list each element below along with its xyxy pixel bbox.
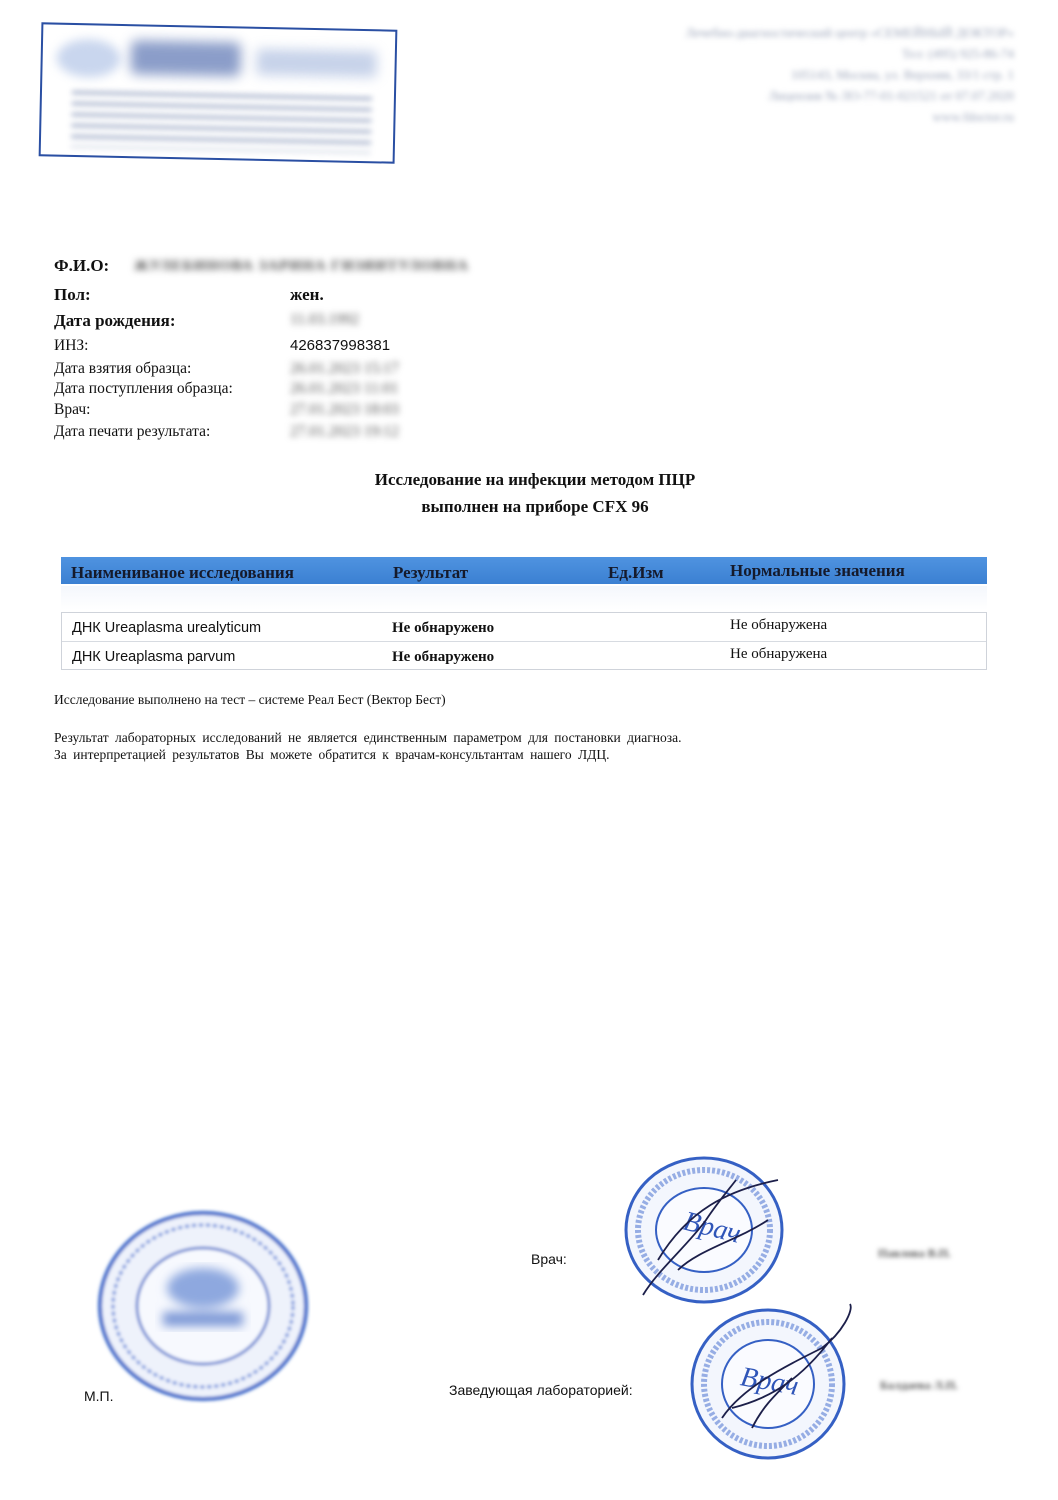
disclaimer-line1: Результат лабораторных исследований не является единственным параметром для постановки диагноза. (54, 730, 682, 745)
header-unit: Ед.Изм (608, 563, 664, 582)
sex-value: жен. (290, 285, 324, 304)
clinic-logo-icon (56, 39, 121, 78)
company-line: Лицензия № ЛО-77-01-021521 от 07.07.2020 (768, 88, 1014, 103)
clinic-logo-address (71, 91, 372, 153)
report-title-line2: выполнен на приборе CFX 96 (421, 497, 649, 516)
doctor-name: Павлова В.П. (878, 1246, 951, 1260)
fio-label: Ф.И.О: (54, 256, 110, 275)
test-norm: Не обнаружена (730, 646, 828, 662)
header-test-name: Наимениваное исследования (71, 563, 294, 582)
lab-head-stamp-icon (682, 1298, 864, 1466)
header-norm: Нормальные значения (730, 561, 905, 580)
company-info (554, 22, 1014, 127)
test-system-note: Исследование выполнено на тест – системе Реал Бест (Вектор Бест) (54, 692, 446, 707)
test-result: Не обнаружено (392, 649, 495, 665)
sample-taken-value: 26.01.2023 15:17 (290, 360, 399, 377)
print-date-value: 27.01.2023 19:12 (290, 423, 399, 440)
organization-seal-icon (95, 1208, 311, 1404)
report-title-line1: Исследование на инфекции методом ПЦР (374, 470, 696, 489)
company-line: www.fdoctor.ru (932, 109, 1014, 124)
lab-head-name: Балдаева Л.П. (880, 1378, 958, 1392)
test-name: ДНК Ureaplasma parvum (72, 649, 236, 665)
results-table-header (61, 557, 987, 584)
clinic-logo-box (39, 22, 398, 163)
fio-value: ЖУЛЕБИНОВА ЗАРИНА ГИЗЯИТУЛОВНА (134, 258, 469, 274)
stamp-text: Врач (738, 1361, 801, 1402)
stamp-text: Врач (680, 1205, 744, 1250)
results-table-body (61, 612, 987, 670)
test-result: Не обнаружено (392, 620, 495, 636)
sample-received-value: 26.01.2023 11:01 (290, 380, 399, 397)
doctor-label: Врач: (54, 401, 91, 418)
doctor-signature-label: Врач: (531, 1251, 567, 1267)
test-norm: Не обнаружена (730, 617, 828, 633)
birth-value: 11.03.1992 (290, 311, 360, 328)
disclaimer-line2: За интерпретацией результатов Вы можете обратится к врачам-консультантам нашего ЛДЦ. (54, 747, 610, 762)
company-line: Тел: (495) 925-86-74 (901, 46, 1014, 61)
company-line: 105143, Москва, ул. Верхняя, 33/1 стр. 1 (790, 67, 1014, 82)
doctor-value: 27.01.2023 18:03 (290, 401, 399, 418)
inz-label: ИНЗ: (54, 337, 89, 354)
doctor-stamp-icon (618, 1150, 798, 1310)
lab-head-signature-label: Заведующая лабораторией: (449, 1382, 633, 1398)
sex-label: Пол: (54, 285, 91, 304)
sample-taken-label: Дата взятия образца: (54, 360, 192, 377)
birth-label: Дата рождения: (54, 311, 176, 330)
report-title (0, 466, 1058, 520)
mp-label: М.П. (84, 1388, 114, 1404)
company-line: Лечебно-диагностический центр «СЕМЕЙНЫЙ ДОКТОР» (685, 25, 1014, 40)
test-name: ДНК Ureaplasma urealyticum (72, 620, 262, 636)
table-spacer-row (61, 586, 987, 610)
sample-received-label: Дата поступления образца: (54, 380, 233, 397)
header-result: Результат (393, 563, 469, 582)
table-row (62, 613, 986, 641)
print-date-label: Дата печати результата: (54, 423, 211, 440)
table-row (62, 641, 986, 670)
clinic-logo-subtitle (256, 49, 377, 78)
clinic-logo-title (130, 40, 241, 76)
inz-value: 426837998381 (290, 337, 391, 354)
